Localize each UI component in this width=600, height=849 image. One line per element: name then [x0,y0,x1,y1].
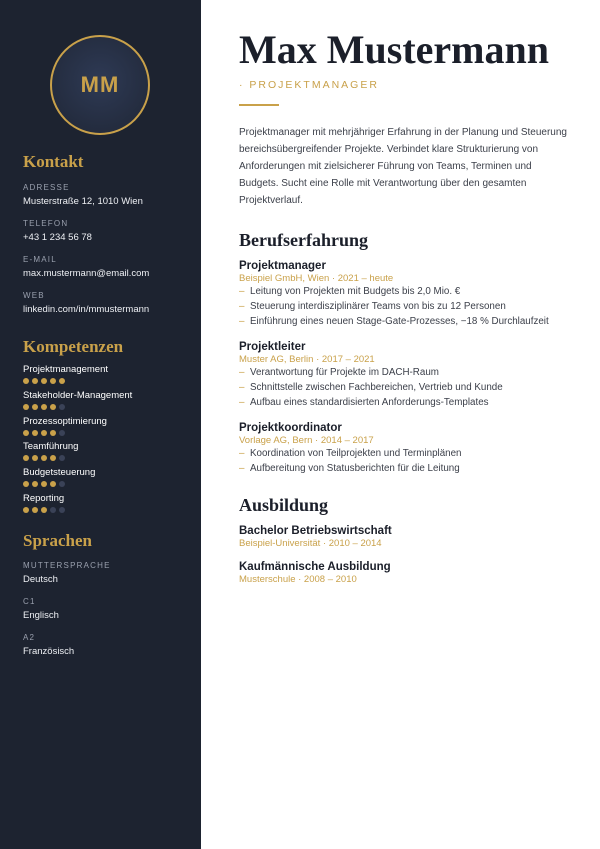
job-bullet: – Aufbereitung von Statusberichten für die Leitung [239,463,460,474]
sidebar [0,0,201,849]
skill-name: Teamführung [23,441,79,452]
skill-name: Prozessoptimierung [23,416,107,427]
education-heading: Ausbildung [239,495,329,515]
avatar-initials: MM [80,72,120,97]
rating-dot [59,404,65,410]
rating-dot [41,481,47,487]
rating-dot [32,455,38,461]
contact-label-email: E-MAIL [23,255,57,264]
accent-divider [239,104,279,106]
job-title: Projektmanager [239,260,326,272]
contact-label-web: WEB [23,291,45,300]
rating-dot [32,481,38,487]
job-bullet: – Aufbau eines standardisierten Anforderungs-Templates [239,397,489,408]
profile-summary: Projektmanager mit mehrjähriger Erfahrung in der Planung und Steuerung bereichsübergreifender Projekte. Verbindet klare Strukturierung von Anforderungen mit zielsicherer Führung von Teams, Terminen und Budgets. Sucht eine Rolle mit Verantwortung über den gesamten Projektverlauf. [239,127,567,206]
skill-name: Stakeholder-Management [23,390,133,401]
job-bullet: – Leitung von Projekten mit Budgets bis 2,0 Mio. € [239,286,461,297]
job-bullet: – Koordination von Teilprojekten und Terminplänen [239,448,462,459]
rating-dot [59,507,65,513]
main-content [201,0,600,849]
rating-dot [41,404,47,410]
skill-rating [23,481,65,488]
contact-email-link[interactable]: max.mustermann@email.com [23,268,150,279]
rating-dot [59,378,65,384]
language-name: Englisch [23,610,59,621]
rating-dot [23,507,29,513]
dash-icon: – [239,463,245,474]
rating-dot [50,455,56,461]
job-company-dates: Beispiel GmbH, Wien · 2021 – heute [239,273,394,284]
dash-icon: – [239,397,245,408]
dash-icon: – [239,286,245,297]
skill-rating [23,507,65,514]
rating-dot [23,404,29,410]
avatar [50,35,150,135]
rating-dot [41,455,47,461]
contact-label-phone: TELEFON [23,219,69,228]
dash-icon: – [239,367,245,378]
dash-icon: – [239,316,245,327]
rating-dot [50,404,56,410]
language-name: Französisch [23,646,75,657]
job-bullet: – Einführung eines neuen Stage-Gate-Prozesses, −18 % Durchlaufzeit [239,316,549,327]
skill-name: Reporting [23,493,65,504]
language-name: Deutsch [23,574,58,585]
rating-dot [50,507,56,513]
contact-phone: +43 1 234 56 78 [23,232,92,243]
rating-dot [50,481,56,487]
language-level: A2 [23,633,36,642]
skill-rating [23,455,65,462]
job-title: Projektkoordinator [239,422,342,434]
contact-heading: Kontakt [23,152,84,171]
job-bullet: – Steuerung interdisziplinärer Teams von bis zu 12 Personen [239,301,506,312]
education-title: Bachelor Betriebswirtschaft [239,525,392,537]
language-level: C1 [23,597,36,606]
skill-name: Projektmanagement [23,364,109,375]
job-company-dates: Vorlage AG, Bern · 2014 – 2017 [239,435,374,446]
rating-dot [59,455,65,461]
job-role: · PROJEKTMANAGER [239,79,379,91]
rating-dot [59,430,65,436]
job-bullet: – Schnittstelle zwischen Fachbereichen, Vertrieb und Kunde [239,382,503,393]
rating-dot [59,481,65,487]
contact-web-link[interactable]: linkedin.com/in/mmustermann [23,304,150,315]
rating-dot [32,507,38,513]
job-company-dates: Muster AG, Berlin · 2017 – 2021 [239,354,375,365]
rating-dot [23,481,29,487]
person-name: Max Mustermann [239,27,549,72]
contact-label-address: ADRESSE [23,183,70,192]
experience-heading: Berufserfahrung [239,230,368,250]
rating-dot [23,455,29,461]
dash-icon: – [239,301,245,312]
job-bullet: – Verantwortung für Projekte im DACH-Raum [239,367,439,378]
skill-rating [23,404,65,411]
rating-dot [50,378,56,384]
rating-dot [41,430,47,436]
skills-heading: Kompetenzen [23,337,124,356]
rating-dot [50,430,56,436]
languages-heading: Sprachen [23,531,92,550]
skill-rating [23,430,65,437]
rating-dot [32,404,38,410]
education-school-dates: Beispiel-Universität · 2010 – 2014 [239,538,382,549]
job-title: Projektleiter [239,341,306,353]
rating-dot [23,430,29,436]
dash-icon: – [239,448,245,459]
dash-icon: – [239,382,245,393]
contact-address: Musterstraße 12, 1010 Wien [23,196,143,207]
language-level: MUTTERSPRACHE [23,561,111,570]
skill-rating [23,378,65,385]
skill-name: Budgetsteuerung [23,467,96,478]
rating-dot [23,378,29,384]
rating-dot [41,507,47,513]
education-title: Kaufmännische Ausbildung [239,561,391,573]
rating-dot [32,430,38,436]
rating-dot [41,378,47,384]
rating-dot [32,378,38,384]
education-school-dates: Musterschule · 2008 – 2010 [239,574,357,585]
